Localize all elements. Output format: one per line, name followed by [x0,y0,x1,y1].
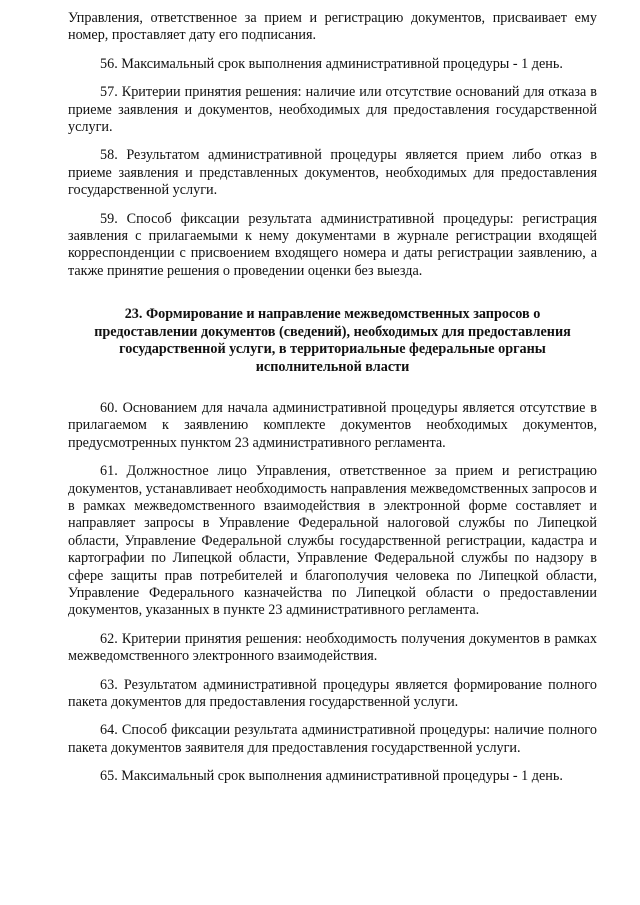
paragraph-56: 56. Максимальный срок выполнения административной процедуры - 1 день. [100,55,563,72]
paragraph-64: 64. Способ фиксации результата административной процедуры: наличие полного пакета документов заявителя для предоставления государственной услуги. [68,722,597,756]
paragraph-58: 58. Результатом административной процедуры является прием либо отказ в приеме заявления и представленных документов, необходимых для предоставления государственной услуги. [68,147,597,199]
paragraph-57: 57. Критерии принятия решения: наличие или отсутствие оснований для отказа в приеме заявления и документов, необходимых для предоставления государственной услуги. [68,84,597,136]
paragraph-63: 63. Результатом административной процедуры является формирование полного пакета документов для предоставления государственной услуги. [68,676,597,710]
section-heading: 23. Формирование и направление межведомственных запросов о предоставлении документов (сведений), необходимых для предоставления государственной услуги, в территориальные федеральные органы исполнительной власти [94,306,571,375]
paragraph-59: 59. Способ фиксации результата административной процедуры: регистрация заявления с прилагаемыми к нему документами в журнале регистрации входящей корреспонденции с присвоением входящего номера и даты регистрации заявлению, а также принятие решения о проведении оценки без выезда. [68,210,597,279]
paragraph-65: 65. Максимальный срок выполнения административной процедуры - 1 день. [100,768,563,785]
paragraph-continuation: Управления, ответственное за прием и регистрацию документов, присваивает ему номер, проставляет дату его подписания. [68,10,597,44]
paragraph-62: 62. Критерии принятия решения: необходимость получения документов в рамках межведомственного электронного взаимодействия. [68,630,597,665]
paragraph-61: 61. Должностное лицо Управления, ответственное за прием и регистрацию документов, устанавливает необходимость направления межведомственных запросов и в рамках межведомственного взаимодействия в электронной форме составляет и направляет запросы в Управление Федеральной налоговой службы по Липецкой области, Управление Федеральной службы государственной регистрации, кадастра и картографии по Липецкой области, Управление Федеральной службы по надзору в сфере защиты прав потребителей и благополучия человека по Липецкой области, Управление Федерального казначейства по Липецкой области о предоставлении документов, указанных в пункте 23 административного регламента. [68,463,597,619]
paragraph-60: 60. Основанием для начала административной процедуры является отсутствие в прилагаемом к заявлению комплекте документов необходимых документов, предусмотренных пунктом 23 административного регламента. [68,399,597,451]
